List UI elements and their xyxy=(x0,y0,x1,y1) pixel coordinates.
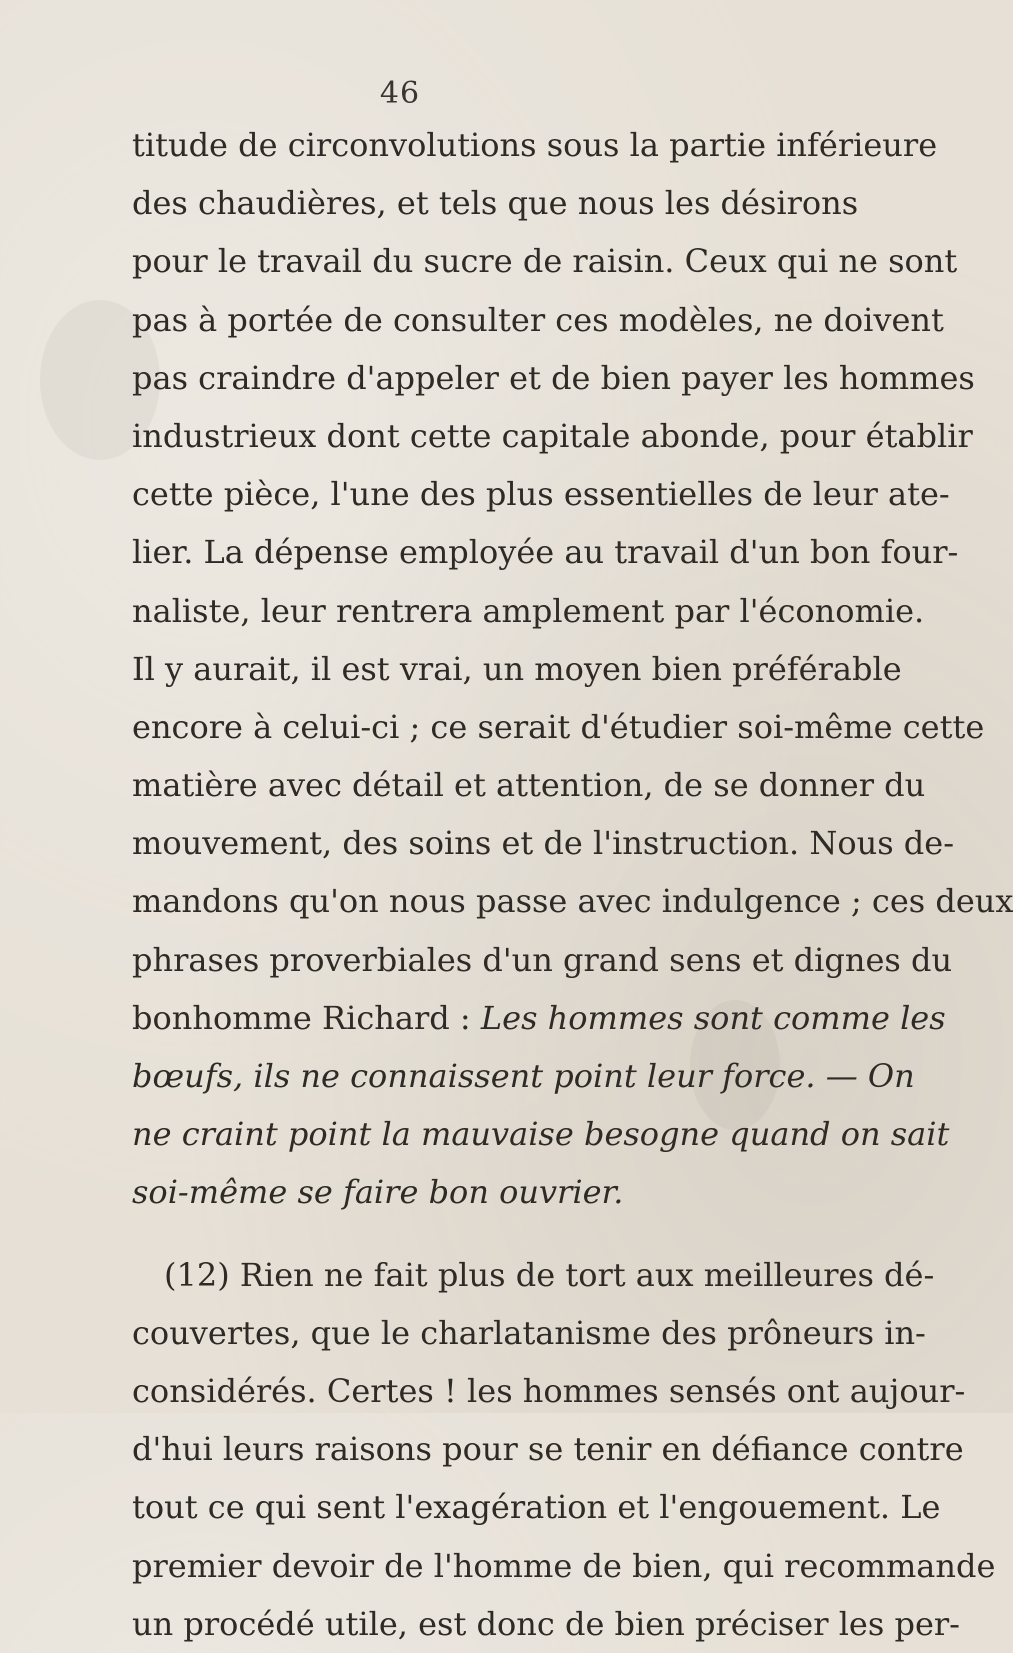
page-number: 46 xyxy=(379,76,421,111)
italic-quote-line: ne craint point la mauvaise besogne quand on sait xyxy=(132,1115,950,1154)
paragraph-1 xyxy=(132,116,1013,1222)
paragraph-gap xyxy=(132,1222,772,1246)
text-line: mouvement, des soins et de l'instruction. Nous de- xyxy=(132,824,955,863)
text-line: cette pièce, l'une des plus essentielles de leur ate- xyxy=(132,475,950,514)
text-line-mixed xyxy=(132,989,946,1047)
body-text xyxy=(132,116,1013,1653)
text-line: couvertes, que le charlatanisme des prôneurs in- xyxy=(132,1313,926,1352)
text-line: mandons qu'on nous passe avec indulgence ; ces deux xyxy=(132,882,1013,921)
text-line: naliste, leur rentrera amplement par l'économie. xyxy=(132,591,925,630)
text-line: considérés. Certes ! les hommes sensés ont aujour- xyxy=(132,1371,966,1410)
text-line: Il y aurait, il est vrai, un moyen bien préférable xyxy=(132,649,902,688)
text-line: titude de circonvolutions sous la partie inférieure xyxy=(132,126,938,164)
text-line: un procédé utile, est donc de bien préciser les per- xyxy=(132,1604,960,1643)
text-line: (12) Rien ne fait plus de tort aux meilleures dé- xyxy=(164,1255,935,1294)
text-line: matière avec détail et attention, de se donner du xyxy=(132,766,926,805)
text-line: lier. La dépense employée au travail d'un bon four- xyxy=(132,533,959,572)
text-fragment: bonhomme Richard : xyxy=(132,998,471,1037)
paragraph-2 xyxy=(132,1246,996,1653)
text-line: tout ce qui sent l'exagération et l'engouement. Le xyxy=(132,1488,941,1527)
italic-quote-line: soi-même se faire bon ouvrier. xyxy=(132,1173,624,1212)
text-line: pour le travail du sucre de raisin. Ceux qui ne sont xyxy=(132,242,958,281)
text-line: d'hui leurs raisons pour se tenir en défiance contre xyxy=(132,1430,964,1469)
italic-quote: Les hommes sont comme les xyxy=(480,998,946,1037)
text-line: des chaudières, et tels que nous les désirons xyxy=(132,184,859,223)
text-line: pas craindre d'appeler et de bien payer les hommes xyxy=(132,358,975,397)
text-line: phrases proverbiales d'un grand sens et dignes du xyxy=(132,940,953,979)
text-line: pas à portée de consulter ces modèles, ne doivent xyxy=(132,300,944,339)
italic-quote-line: bœufs, ils ne connaissent point leur force. — On xyxy=(132,1057,915,1095)
text-line: industrieux dont cette capitale abonde, pour établir xyxy=(132,416,973,455)
text-line: encore à celui-ci ; ce serait d'étudier soi-même cette xyxy=(132,707,985,746)
text-line: premier devoir de l'homme de bien, qui recommande xyxy=(132,1546,996,1585)
